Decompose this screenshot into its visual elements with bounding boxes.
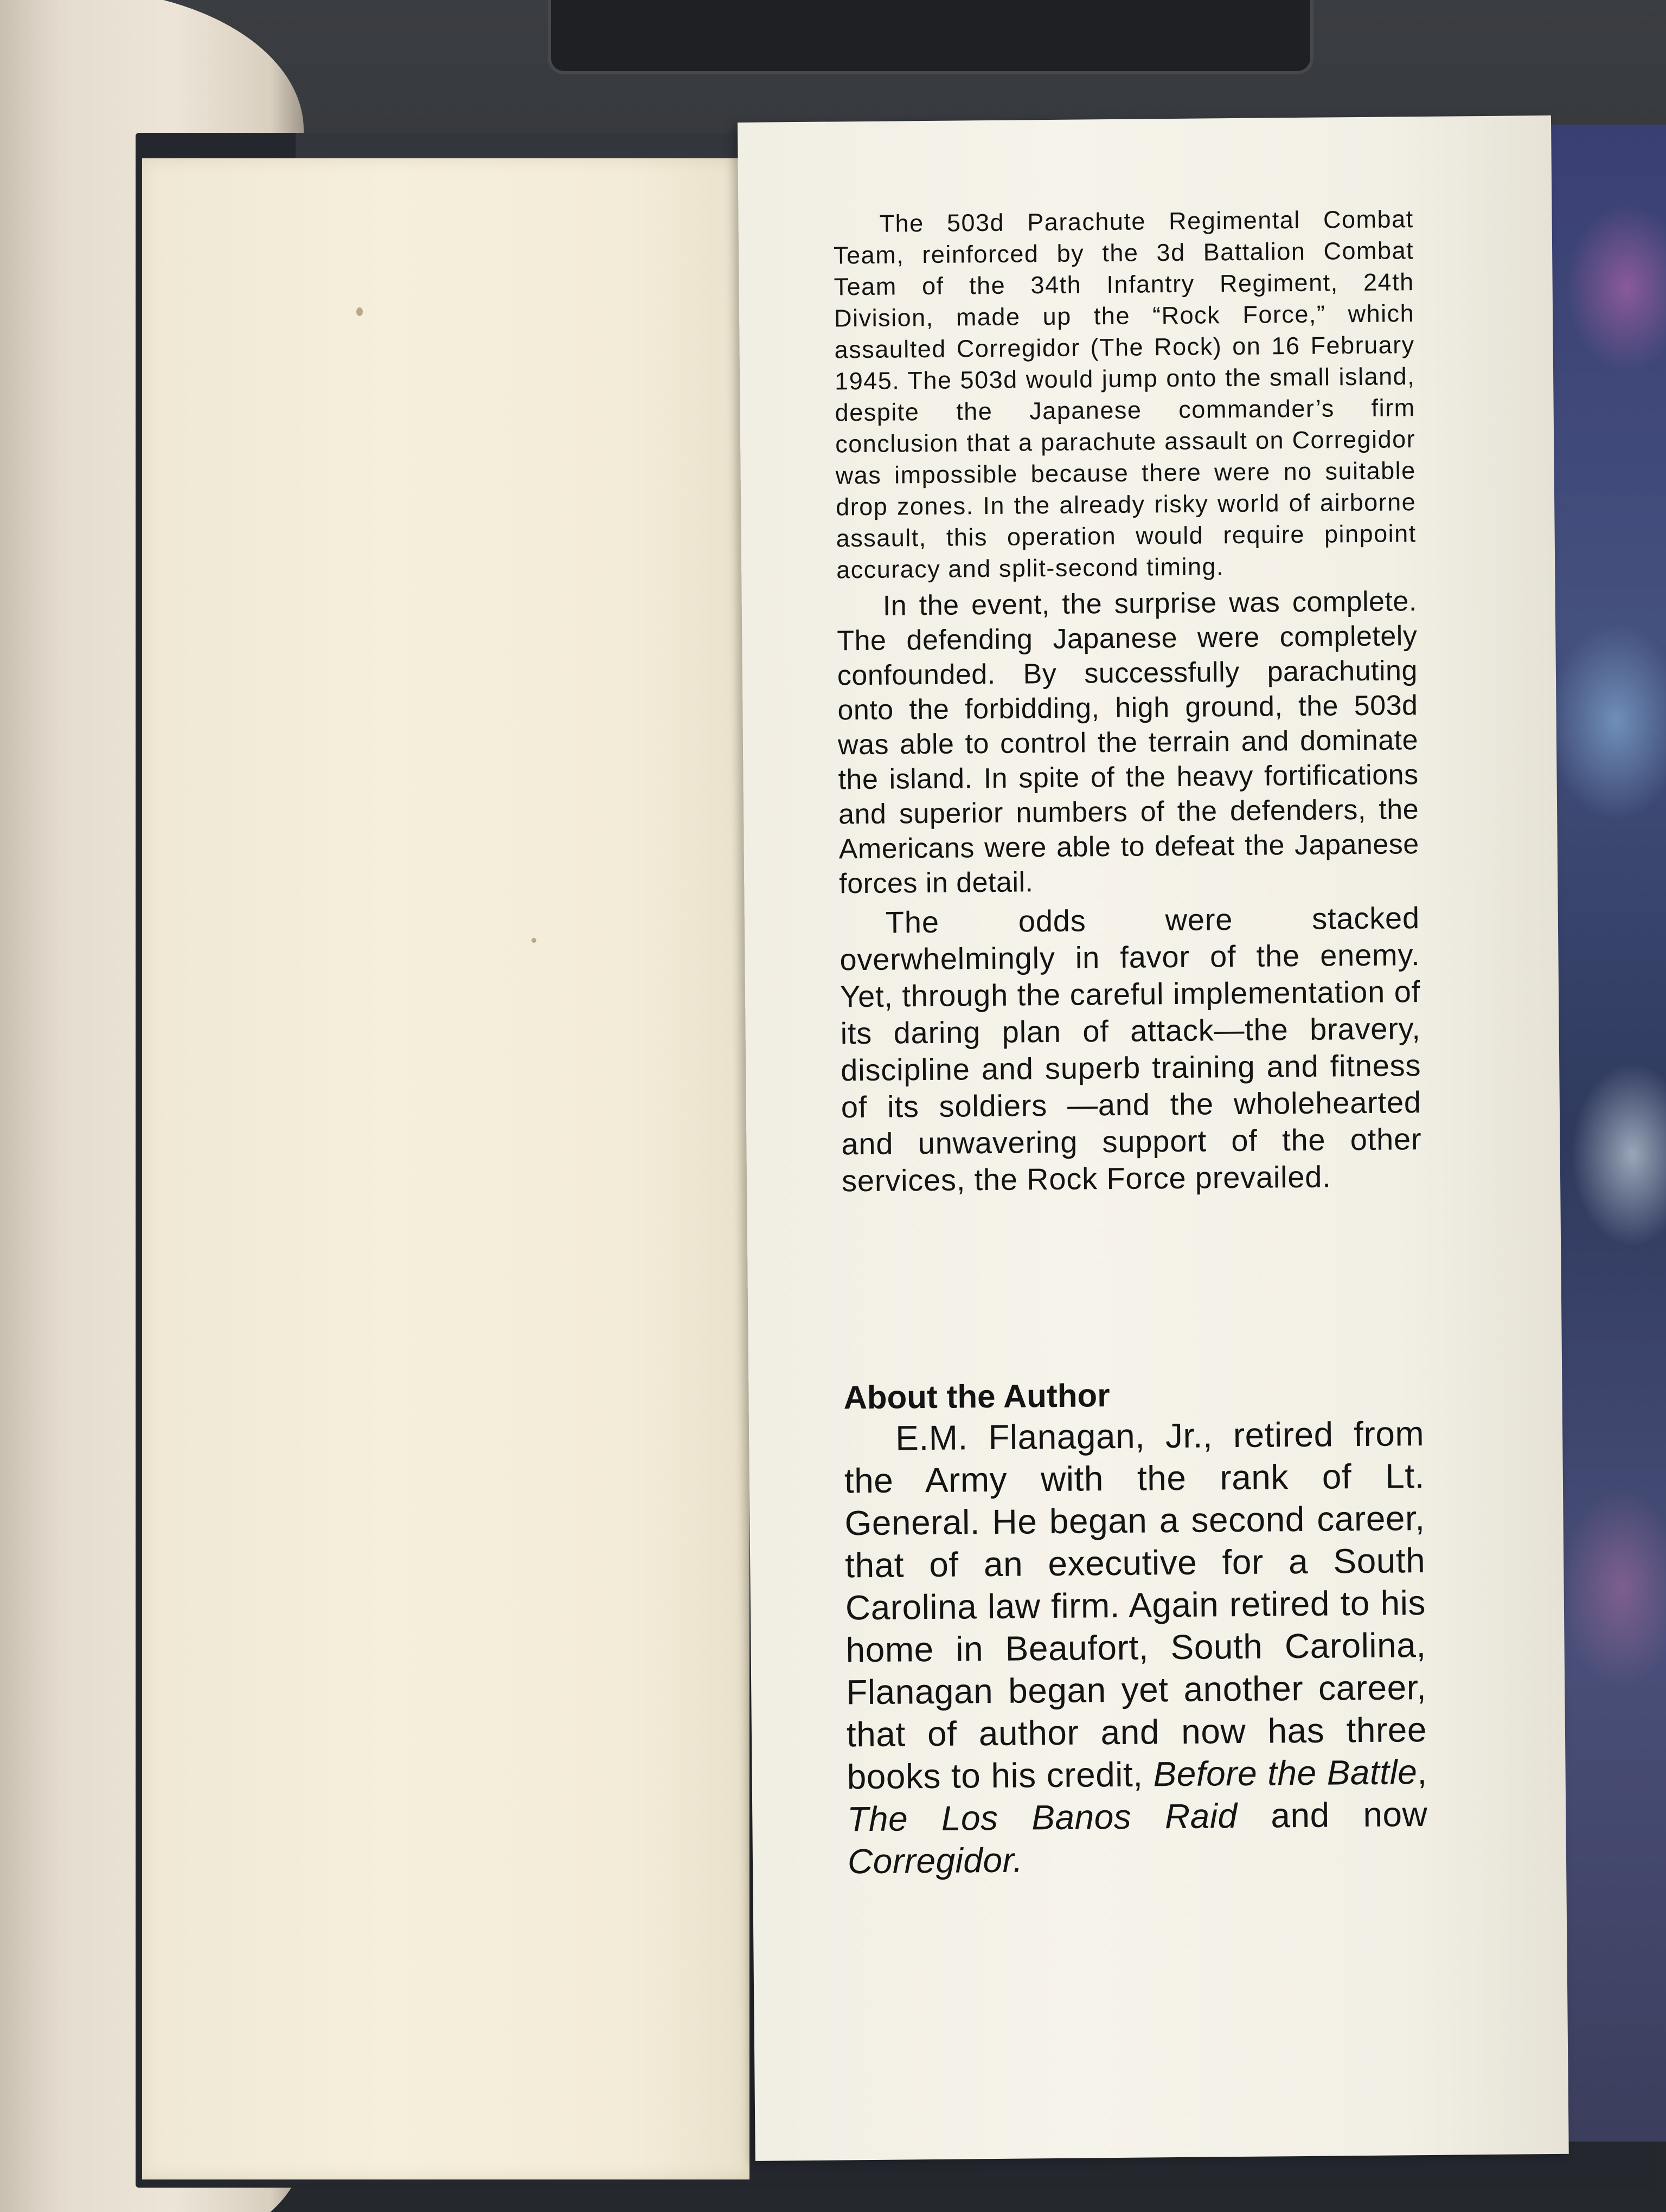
author-bio-text: E.M. Flanagan, Jr., retired from the Army with the rank of Lt. General. He began a second career, that of an executive for a South Carolina law firm. Again retired to his home in Beaufort, South Carolina, Flanagan began yet another career, that of author and now has three books to his credit, [844,1414,1427,1797]
dust-jacket-cover-art [1551,125,1666,2142]
paper-speck [531,938,536,943]
book-title-1: Before the Battle [1153,1752,1418,1794]
flap-text-block [833,203,1428,1882]
blurb-paragraph-1: The 503d Parachute Regimental Combat Team, reinforced by the 3d Battalion Combat Team of the 34th Infantry Regiment, 24th Division, made up the “Rock Force,” which assaulted Corregidor (The Rock) on 16 February 1945. The 503d would jump onto the small island, despite the Japanese commander’s firm conclusion that a parachute assault on Corregidor was impossible because there were no suitable drop zones. In the already risky world of airborne assault, this operation would require pinpoint accuracy and split-second timing. [833,205,1417,584]
bio-separator-2: and now [1237,1795,1428,1836]
about-author-heading: About the Author [843,1377,1110,1416]
blurb-paragraph-2: In the event, the surprise was complete. The defending Japanese were completely confounded. By successfully parachuting onto the forbidding, high ground, the 503d was able to control the terrain and dominate the island. In spite of the heavy fortifications and superior numbers of the defenders, the Americans were able to defeat the Japanese forces in detail. [837,586,1419,900]
book-title-3: Corregidor. [847,1840,1023,1881]
bio-separator-1: , [1417,1752,1427,1792]
author-bio [844,1412,1428,1882]
book-title-2: The Los Banos Raid [847,1796,1238,1839]
background-tray [548,0,1313,74]
blank-flyleaf-page [142,158,749,2179]
blurb-paragraph-3: The odds were stacked overwhelmingly in favor of the enemy. Yet, through the careful implementation of its daring plan of attack—the bravery, discipline and superb training and fitness of its soldiers —and the wholehearted and unwavering support of the other services, the Rock Force prevailed. [840,901,1422,1198]
paper-speck [356,307,363,316]
dust-jacket-flap [738,115,1569,2161]
